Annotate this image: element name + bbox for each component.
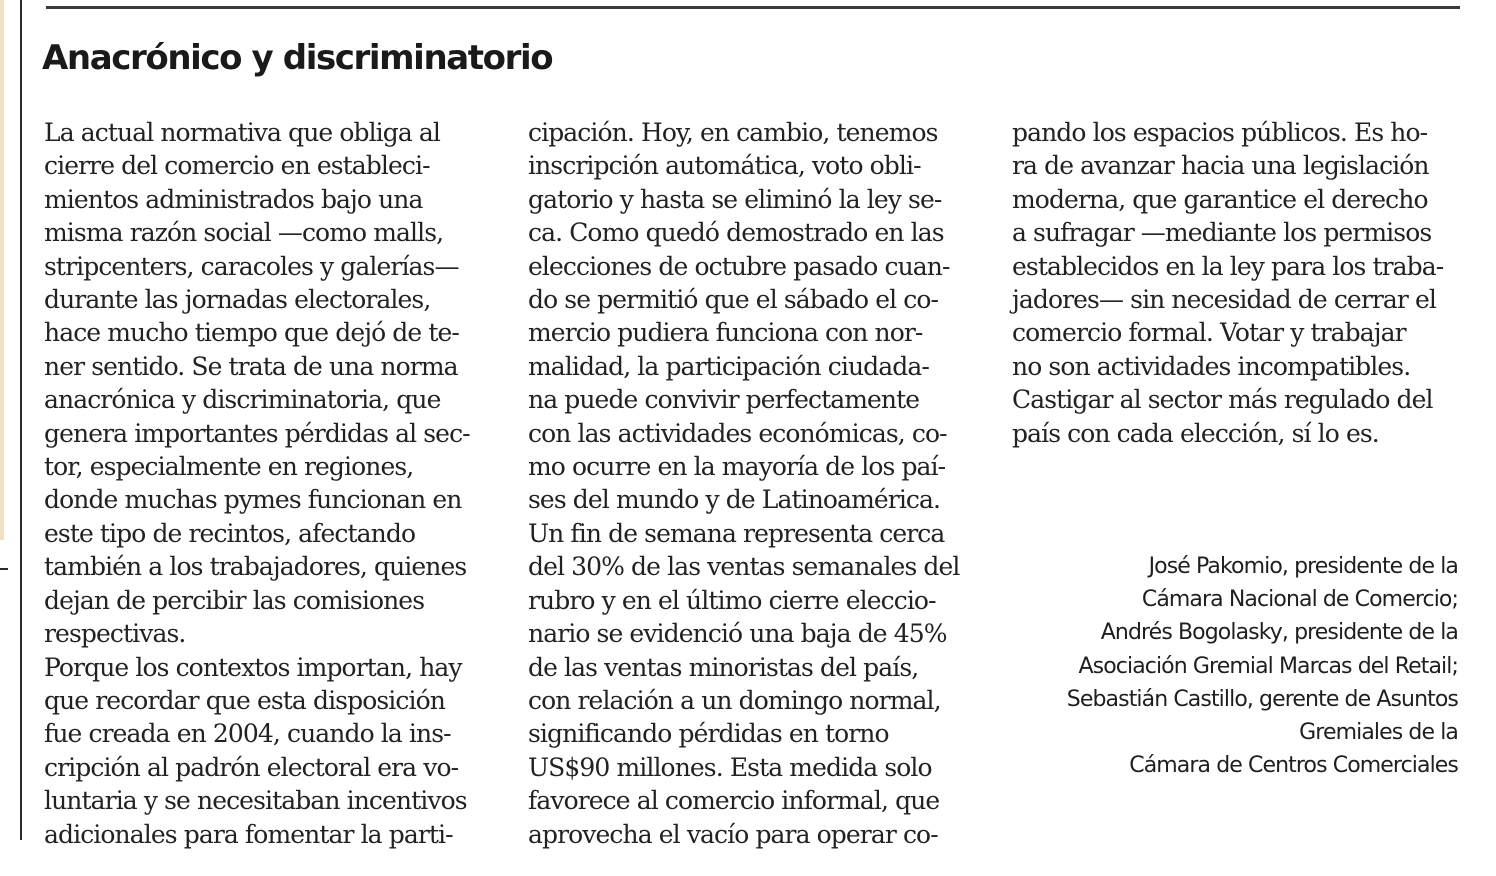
text-line: aprovecha el vacío para operar co- (528, 819, 938, 849)
body-column-2 (528, 116, 960, 851)
text-line: pando los espacios públicos. Es ho- (1012, 118, 1428, 147)
text-line: ses del mundo y de Latinoamérica. (528, 485, 941, 515)
text-line: rubro y en el último cierre eleccio- (528, 585, 936, 615)
text-line: jadores— sin necesidad de cerrar el (1012, 285, 1437, 315)
text-line: cipación. Hoy, en cambio, tenemos (528, 118, 938, 147)
text-line: moderna, que garantice el derecho (1012, 184, 1428, 214)
text-line: de las ventas minoristas del país, (528, 652, 919, 682)
text-line: con relación a un domingo normal, (528, 685, 941, 715)
body-column-1 (44, 116, 470, 851)
text-line: donde muchas pymes funcionan en (44, 485, 462, 515)
text-line: misma razón social —como malls, (44, 218, 444, 248)
text-line: tor, especialmente en regiones, (44, 452, 414, 482)
headline: Anacrónico y discriminatorio (42, 38, 553, 78)
body-column-3 (1012, 116, 1443, 450)
text-line: hace mucho tiempo que dejó de te- (44, 318, 459, 348)
text-line: que recordar que esta disposición (44, 685, 445, 715)
text-line: Cámara Nacional de Comercio; (1141, 587, 1458, 613)
text-line: Porque los contextos importan, hay (44, 652, 462, 682)
text-line: este tipo de recintos, afectando (44, 518, 416, 548)
text-line: na puede convivir perfectamente (528, 385, 920, 415)
text-line: do se permitió que el sábado el co- (528, 285, 939, 315)
text-line: Gremiales de la (1299, 720, 1458, 746)
text-line: Asociación Gremial Marcas del Retail; (1078, 653, 1458, 679)
text-line: significando pérdidas en torno (528, 719, 889, 749)
text-line: Un fin de semana representa cerca (528, 518, 945, 548)
text-line: comercio formal. Votar y trabajar (1012, 318, 1406, 348)
text-line: cripción al padrón electoral era vo- (44, 752, 459, 782)
text-line: mercio pudiera funciona con nor- (528, 318, 923, 348)
text-line: ca. Como quedó demostrado en las (528, 218, 944, 248)
text-line: inscripción automática, voto obli- (528, 151, 921, 181)
text-line: del 30% de las ventas semanales del (528, 552, 960, 582)
text-line: durante las jornadas electorales, (44, 285, 431, 315)
text-line: anacrónica y discriminatoria, que (44, 385, 441, 415)
text-line: mientos administrados bajo una (44, 184, 423, 214)
text-line: fue creada en 2004, cuando la ins- (44, 719, 451, 749)
text-line: Castigar al sector más regulado del (1012, 385, 1433, 415)
text-line: elecciones de octubre pasado cuan- (528, 251, 950, 281)
text-line: favorece al comercio informal, que (528, 786, 940, 816)
signature-block (1067, 550, 1458, 782)
text-line: establecidos en la ley para los traba- (1012, 251, 1444, 281)
text-line: genera importantes pérdidas al sec- (44, 418, 470, 448)
text-line: adicionales para fomentar la parti- (44, 819, 453, 849)
text-line: respectivas. (44, 619, 186, 649)
column-rule (20, 0, 22, 840)
margin-tint (0, 0, 4, 540)
text-line: con las actividades económicas, co- (528, 418, 947, 448)
text-line: a sufragar —mediante los permisos (1012, 218, 1432, 248)
text-line: luntaria y se necesitaban incentivos (44, 786, 467, 816)
text-line: ra de avanzar hacia una legislación (1012, 151, 1429, 181)
text-line: cierre del comercio en estableci- (44, 151, 430, 181)
text-line: nario se evidenció una baja de 45% (528, 619, 947, 649)
text-line: US$90 millones. Esta medida solo (528, 752, 932, 782)
text-line: gatorio y hasta se eliminó la ley se- (528, 184, 942, 214)
text-line: Cámara de Centros Comerciales (1129, 753, 1458, 779)
text-line: ner sentido. Se trata de una norma (44, 351, 458, 381)
text-line: José Pakomio, presidente de la (1148, 554, 1458, 579)
text-line: Andrés Bogolasky, presidente de la (1100, 620, 1458, 646)
text-line: también a los trabajadores, quienes (44, 552, 467, 582)
text-line: país con cada elección, sí lo es. (1012, 418, 1379, 448)
text-line: stripcenters, caracoles y galerías— (44, 251, 459, 281)
text-line: dejan de percibir las comisiones (44, 585, 425, 615)
text-line: no son actividades incompatibles. (1012, 351, 1411, 381)
top-rule (46, 6, 1460, 9)
text-line: Sebastián Castillo, gerente de Asuntos (1066, 686, 1458, 712)
text-line: La actual normativa que obliga al (44, 118, 441, 147)
text-line: mo ocurre en la mayoría de los paí- (528, 452, 946, 482)
text-line: malidad, la participación ciudada- (528, 351, 929, 381)
margin-tick (0, 568, 8, 570)
